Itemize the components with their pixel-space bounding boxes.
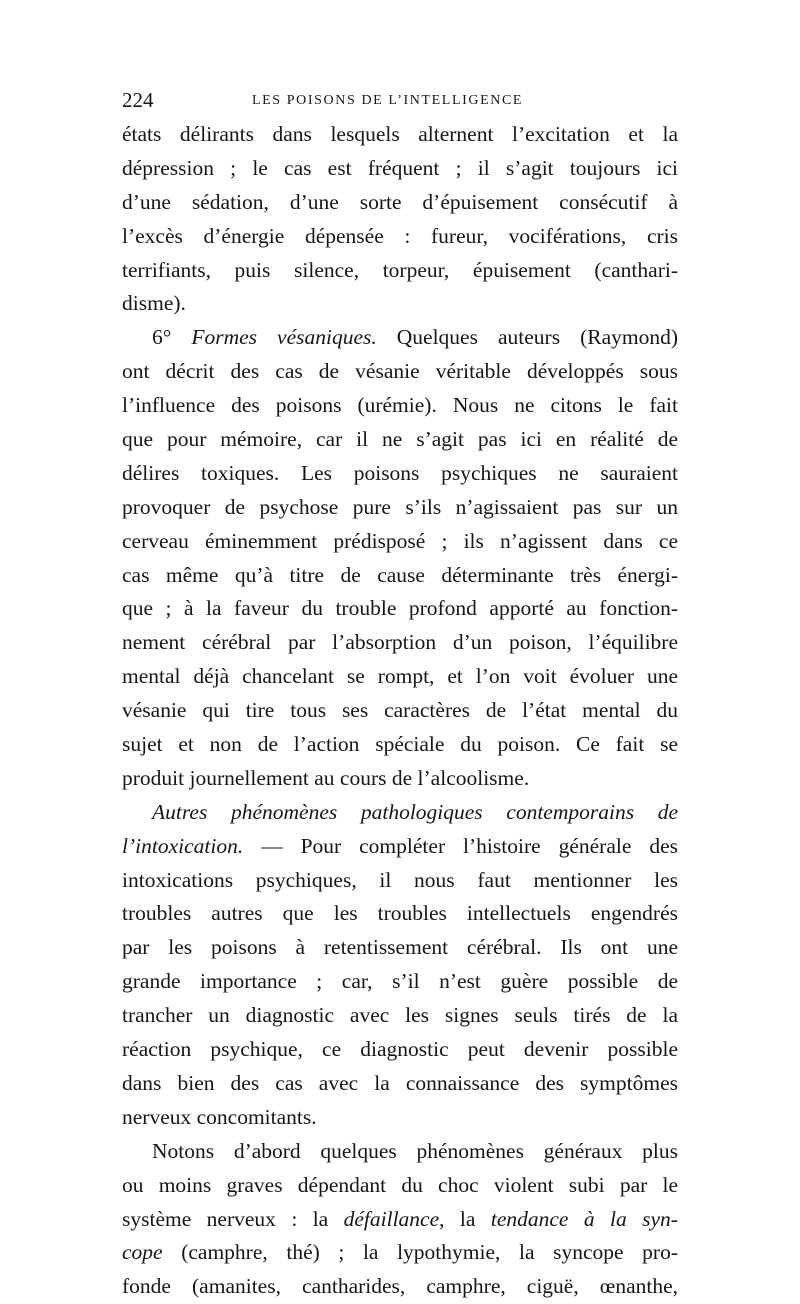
text-line: nerveux concomitants. xyxy=(122,1104,317,1129)
text-line: d’une sédation, d’une sorte d’épuisement consécutif à xyxy=(122,189,678,214)
text-line: terrifiants, puis silence, torpeur, épuisement (canthari- xyxy=(122,257,678,282)
text-line: provoquer de psychose pure s’ils n’agissaient pas sur un xyxy=(122,494,678,519)
text-line: états délirants dans lesquels alternent l’excitation et la xyxy=(122,122,678,146)
text-line: cas même qu’à titre de cause déterminante très énergi- xyxy=(122,562,678,587)
text-line: cerveau éminemment prédisposé ; ils n’agissent dans ce xyxy=(122,528,678,553)
text-line: grande importance ; car, s’il n’est guère possible de xyxy=(122,969,678,994)
text-line: système nerveux : la défaillance, la tendance à la syn- xyxy=(122,1206,678,1231)
page-number: 224 xyxy=(122,88,154,112)
text-line: fonde (amanites, cantharides, camphre, ciguë, œnanthe, xyxy=(122,1274,678,1299)
text-line: intoxications psychiques, il nous faut mentionner les xyxy=(122,867,678,892)
text-line: troubles autres que les troubles intellectuels engendrés xyxy=(122,901,678,926)
text-line: Notons d’abord quelques phénomènes généraux plus xyxy=(152,1138,678,1163)
text-line: dépression ; le cas est fréquent ; il s’agit toujours ici xyxy=(122,155,678,180)
text-line: disme). xyxy=(122,291,186,316)
text-line: vésanie qui tire tous ses caractères de l’état mental du xyxy=(122,698,678,723)
text-line: l’influence des poisons (urémie). Nous ne citons le fait xyxy=(122,393,678,418)
text-line: l’intoxication. — Pour compléter l’histoire générale des xyxy=(122,833,678,858)
text-line: dans bien des cas avec la connaissance des symptômes xyxy=(122,1070,678,1095)
text-line: l’excès d’énergie dépensée : fureur, vociférations, cris xyxy=(122,223,678,248)
running-title: LES POISONS DE L’INTELLIGENCE xyxy=(252,93,524,108)
text-line: nement cérébral par l’absorption d’un poison, l’équilibre xyxy=(122,630,678,655)
text-line: ont décrit des cas de vésanie véritable développés sous xyxy=(122,359,678,384)
text-line: délires toxiques. Les poisons psychiques ne sauraient xyxy=(122,460,678,485)
text-line: mental déjà chancelant se rompt, et l’on voit évoluer une xyxy=(122,664,678,689)
section-heading-line: Autres phénomènes pathologiques contemporains de xyxy=(152,799,678,824)
text-line: produit journellement au cours de l’alcoolisme. xyxy=(122,765,530,790)
text-line: que pour mémoire, car il ne s’agit pas ici en réalité de xyxy=(122,427,678,452)
running-head xyxy=(122,88,678,112)
body-text xyxy=(122,118,678,1304)
text-line: sujet et non de l’action spéciale du poison. Ce fait se xyxy=(122,732,678,757)
text-line: trancher un diagnostic avec les signes seuls tirés de la xyxy=(122,1003,678,1028)
text-line: réaction psychique, ce diagnostic peut devenir possible xyxy=(122,1037,678,1062)
text-line: cope (camphre, thé) ; la lypothymie, la syncope pro- xyxy=(122,1240,678,1265)
section-heading-line: 6° Formes vésaniques. Quelques auteurs (Raymond) xyxy=(152,325,678,350)
text-line: ou moins graves dépendant du choc violent subi par le xyxy=(122,1172,678,1197)
text-line: par les poisons à retentissement cérébral. Ils ont une xyxy=(122,935,678,960)
text-line: que ; à la faveur du trouble profond apporté au fonction- xyxy=(122,596,678,621)
